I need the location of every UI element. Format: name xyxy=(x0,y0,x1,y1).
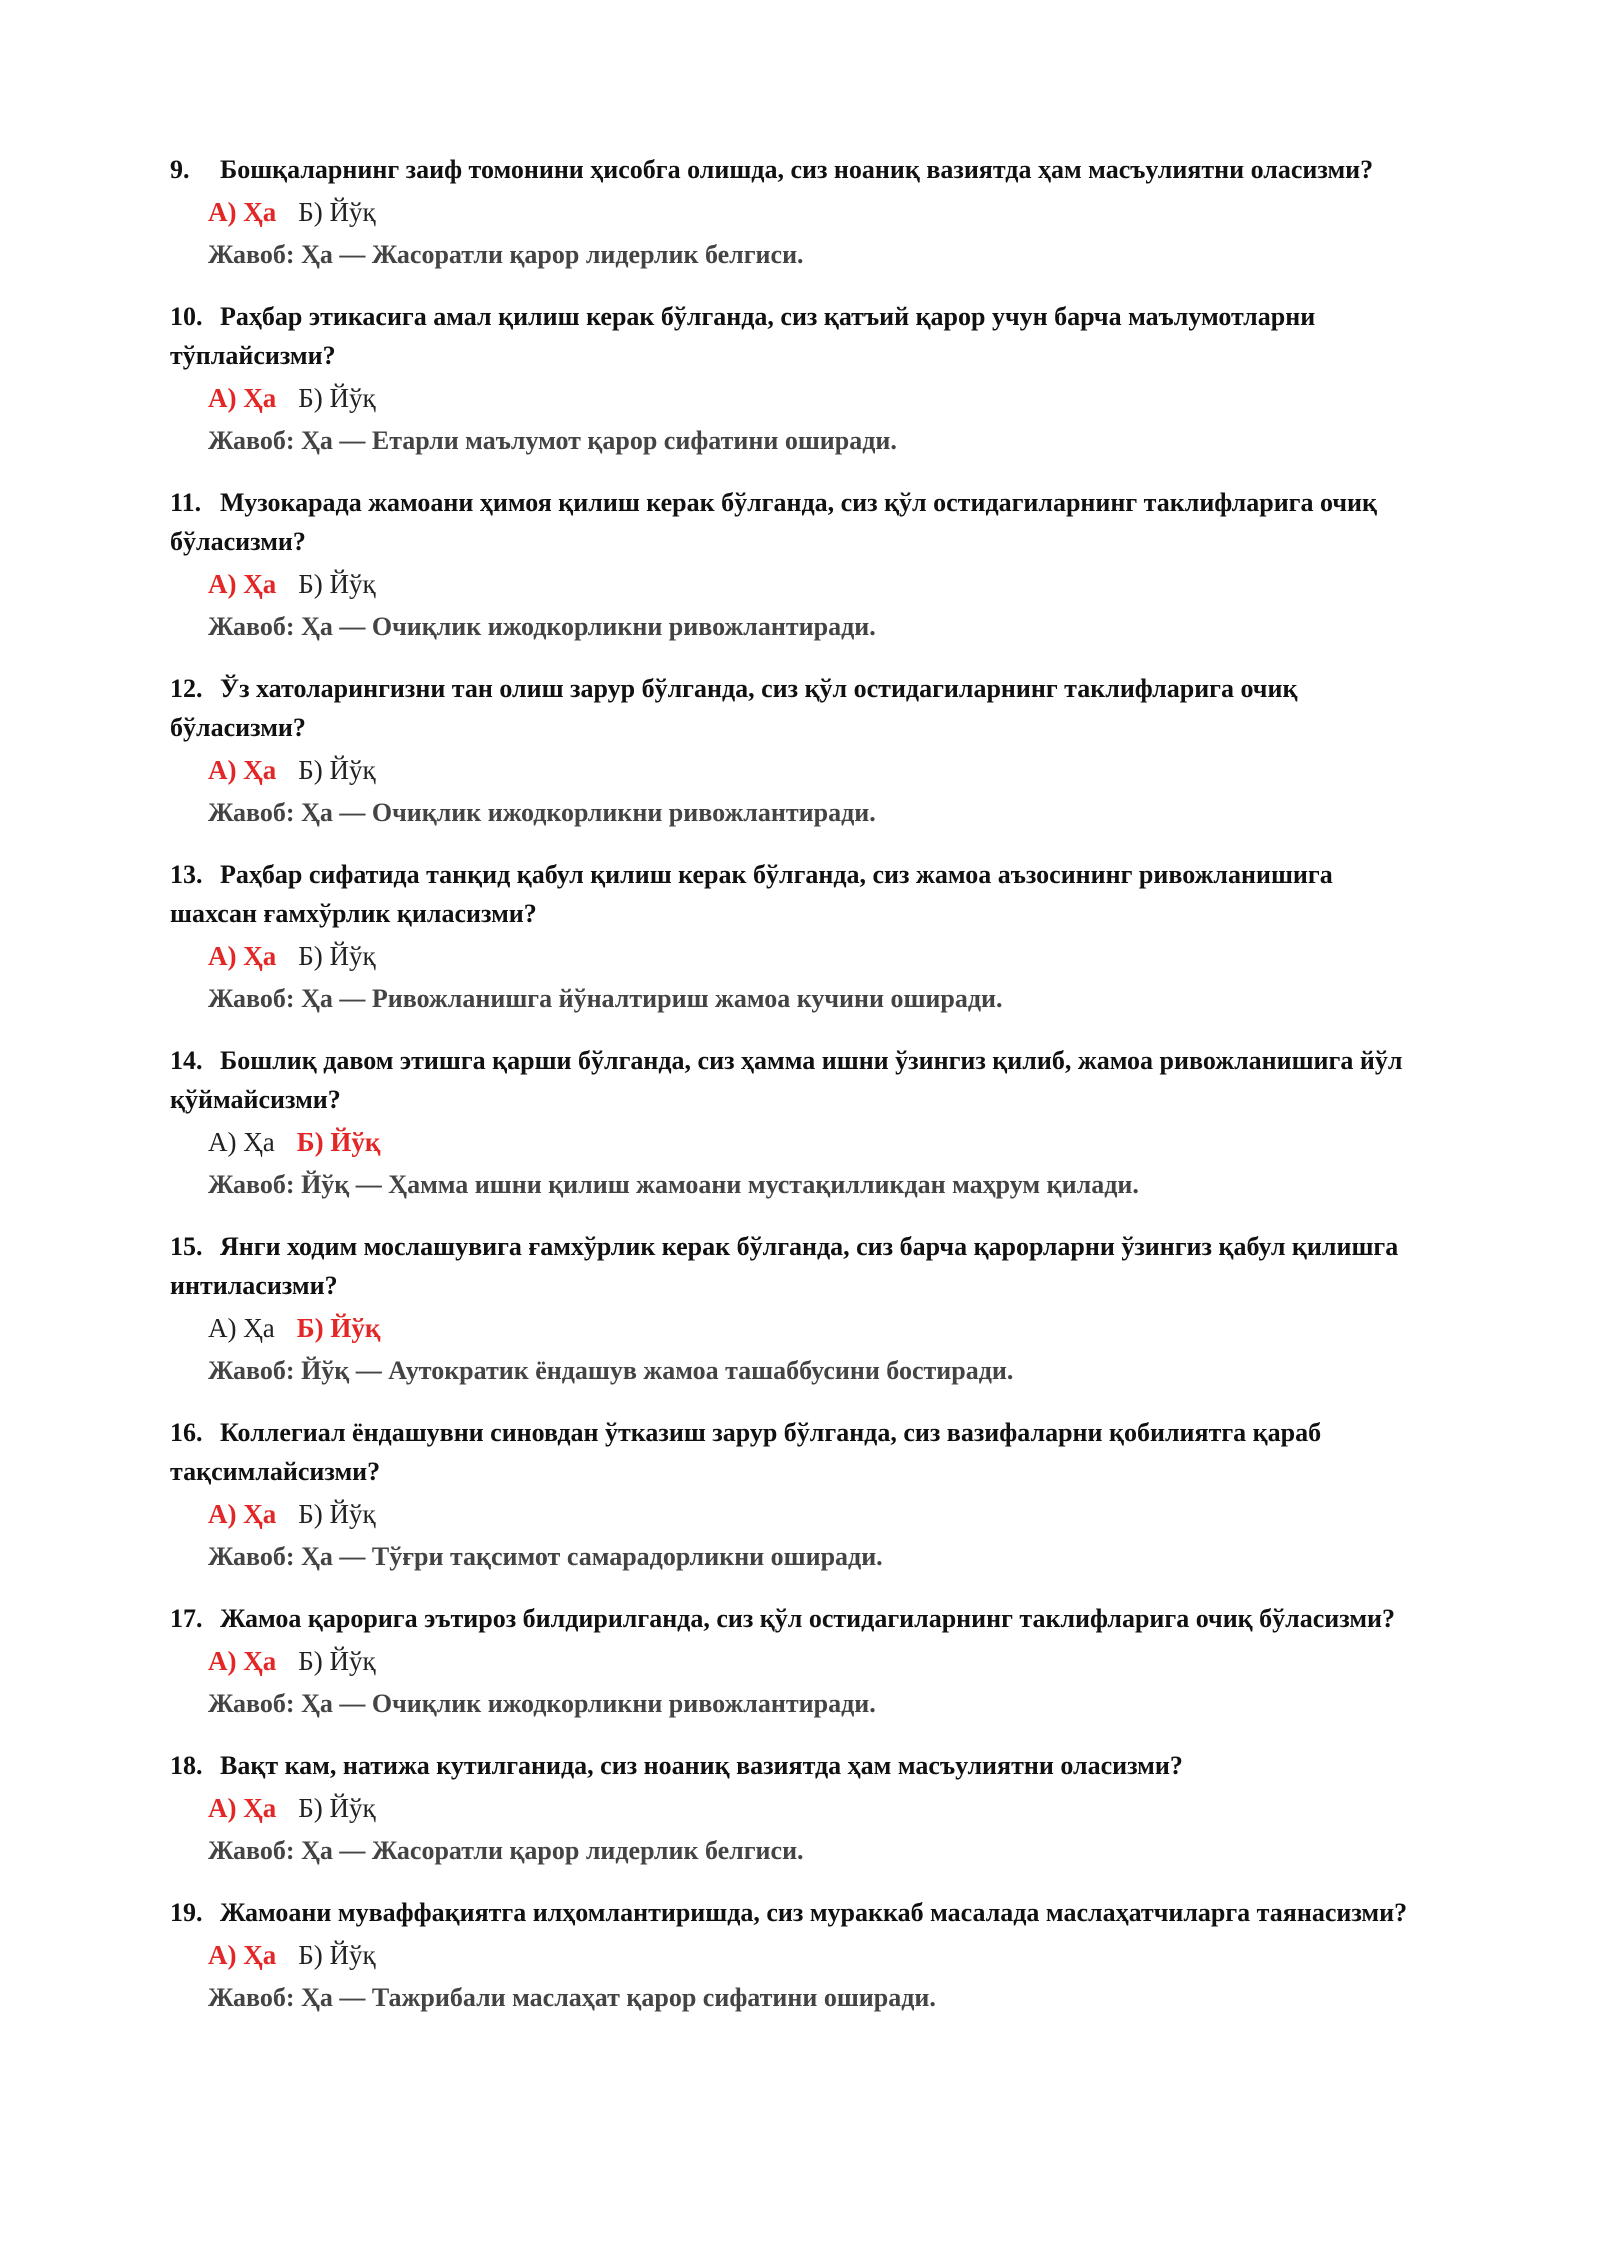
question-number: 17. xyxy=(170,1604,203,1633)
question-body: Ўз хатоларингизни тан олиш зарур бўлганда, сиз қўл остидагиларнинг таклифларига очиқ бўласизми? xyxy=(170,674,1298,742)
question-text xyxy=(170,669,1420,747)
question-number: 19. xyxy=(170,1898,203,1927)
option-a: А) Ҳа xyxy=(208,1313,275,1343)
option-a: А) Ҳа xyxy=(208,1940,277,1970)
question-text xyxy=(170,1413,1420,1491)
question-text xyxy=(170,855,1420,933)
question-number: 13. xyxy=(170,860,203,889)
question-block xyxy=(170,297,1420,461)
question-text xyxy=(170,483,1420,561)
answer-explanation: Жавоб: Ҳа — Очиқлик ижодкорликни ривожлантиради. xyxy=(208,1689,876,1718)
answer-explanation: Жавоб: Йўқ — Ҳамма ишни қилиш жамоани мустақилликдан маҳрум қилади. xyxy=(208,1170,1139,1199)
option-b: Б) Йўқ xyxy=(298,569,376,599)
answer-explanation: Жавоб: Ҳа — Етарли маълумот қарор сифатини оширади. xyxy=(208,426,897,455)
question-body: Музокарада жамоани ҳимоя қилиш керак бўлганда, сиз қўл остидагиларнинг таклифларига очиқ бўласизми? xyxy=(170,488,1377,556)
question-body: Жамоа қарорига эътироз билдирилганда, сиз қўл остидагиларнинг таклифларига очиқ бўласизми? xyxy=(220,1604,1396,1633)
option-b: Б) Йўқ xyxy=(298,755,376,785)
option-b: Б) Йўқ xyxy=(298,1646,376,1676)
question-body: Коллегиал ёндашувни синовдан ўтказиш зарур бўлганда, сиз вазифаларни қобилиятга қараб тақсимлайсизми? xyxy=(170,1418,1322,1486)
answer-options xyxy=(208,1122,1420,1162)
question-block xyxy=(170,855,1420,1019)
answer-explanation: Жавоб: Ҳа — Тўғри тақсимот самарадорликни оширади. xyxy=(208,1542,883,1571)
option-a: А) Ҳа xyxy=(208,197,277,227)
answer-options xyxy=(208,1641,1420,1681)
option-b: Б) Йўқ xyxy=(298,1499,376,1529)
answer-explanation: Жавоб: Йўқ — Аутократик ёндашув жамоа ташаббусини бостиради. xyxy=(208,1356,1014,1385)
answer-options xyxy=(208,564,1420,604)
question-body: Раҳбар этикасига амал қилиш керак бўлганда, сиз қатъий қарор учун барча маълумотларни тўплайсизми? xyxy=(170,302,1316,370)
question-text xyxy=(170,1227,1420,1305)
option-b: Б) Йўқ xyxy=(298,1940,376,1970)
question-number: 18. xyxy=(170,1751,203,1780)
question-number: 16. xyxy=(170,1418,203,1447)
question-block xyxy=(170,1041,1420,1205)
option-b: Б) Йўқ xyxy=(298,941,376,971)
question-block xyxy=(170,1227,1420,1391)
option-b: Б) Йўқ xyxy=(296,1313,381,1343)
option-a: А) Ҳа xyxy=(208,1646,277,1676)
question-block xyxy=(170,1893,1420,2018)
answer-options xyxy=(208,936,1420,976)
answer-explanation: Жавоб: Ҳа — Жасоратли қарор лидерлик белгиси. xyxy=(208,1836,804,1865)
option-a: А) Ҳа xyxy=(208,1127,275,1157)
question-text xyxy=(170,297,1420,375)
answer-explanation: Жавоб: Ҳа — Очиқлик ижодкорликни ривожлантиради. xyxy=(208,612,876,641)
question-number: 12. xyxy=(170,674,203,703)
option-b: Б) Йўқ xyxy=(298,1793,376,1823)
question-text xyxy=(170,150,1420,189)
answer-options xyxy=(208,192,1420,232)
question-number: 10. xyxy=(170,302,203,331)
question-list xyxy=(170,150,1420,2040)
question-text xyxy=(170,1746,1420,1785)
question-body: Янги ходим мослашувига ғамхўрлик керак бўлганда, сиз барча қарорларни ўзингиз қабул қилишга интиласизми? xyxy=(170,1232,1399,1300)
question-body: Бошлиқ давом этишга қарши бўлганда, сиз ҳамма ишни ўзингиз қилиб, жамоа ривожланишига йўл қўймайсизми? xyxy=(170,1046,1403,1114)
answer-options xyxy=(208,1935,1420,1975)
question-number: 11. xyxy=(170,488,202,517)
question-text xyxy=(170,1599,1420,1638)
answer-explanation: Жавоб: Ҳа — Очиқлик ижодкорликни ривожлантиради. xyxy=(208,798,876,827)
answer-options xyxy=(208,750,1420,790)
question-block xyxy=(170,1599,1420,1724)
question-text xyxy=(170,1041,1420,1119)
question-body: Раҳбар сифатида танқид қабул қилиш керак бўлганда, сиз жамоа аъзосининг ривожланишига шахсан ғамхўрлик қиласизми? xyxy=(170,860,1333,928)
question-block xyxy=(170,150,1420,275)
answer-options xyxy=(208,1308,1420,1348)
question-number: 9. xyxy=(170,155,190,184)
question-text xyxy=(170,1893,1420,1932)
option-b: Б) Йўқ xyxy=(298,383,376,413)
answer-explanation: Жавоб: Ҳа — Ривожланишга йўналтириш жамоа кучини оширади. xyxy=(208,984,1003,1013)
option-b: Б) Йўқ xyxy=(296,1127,381,1157)
option-b: Б) Йўқ xyxy=(298,197,376,227)
question-body: Вақт кам, натижа кутилганида, сиз ноаниқ вазиятда ҳам масъулиятни оласизми? xyxy=(220,1751,1183,1780)
option-a: А) Ҳа xyxy=(208,1499,277,1529)
option-a: А) Ҳа xyxy=(208,383,277,413)
option-a: А) Ҳа xyxy=(208,941,277,971)
question-body: Жамоани муваффақиятга илҳомлантиришда, сиз мураккаб масалада маслаҳатчиларга таянасизми? xyxy=(220,1898,1408,1927)
answer-options xyxy=(208,378,1420,418)
option-a: А) Ҳа xyxy=(208,755,277,785)
question-block xyxy=(170,483,1420,647)
answer-options xyxy=(208,1788,1420,1828)
answer-options xyxy=(208,1494,1420,1534)
question-block xyxy=(170,1413,1420,1577)
question-number: 14. xyxy=(170,1046,203,1075)
question-block xyxy=(170,1746,1420,1871)
question-body: Бошқаларнинг заиф томонини ҳисобга олишда, сиз ноаниқ вазиятда ҳам масъулиятни оласизми? xyxy=(220,155,1374,184)
option-a: А) Ҳа xyxy=(208,1793,277,1823)
option-a: А) Ҳа xyxy=(208,569,277,599)
answer-explanation: Жавоб: Ҳа — Тажрибали маслаҳат қарор сифатини оширади. xyxy=(208,1983,936,2012)
question-block xyxy=(170,669,1420,833)
question-number: 15. xyxy=(170,1232,203,1261)
answer-explanation: Жавоб: Ҳа — Жасоратли қарор лидерлик белгиси. xyxy=(208,240,804,269)
